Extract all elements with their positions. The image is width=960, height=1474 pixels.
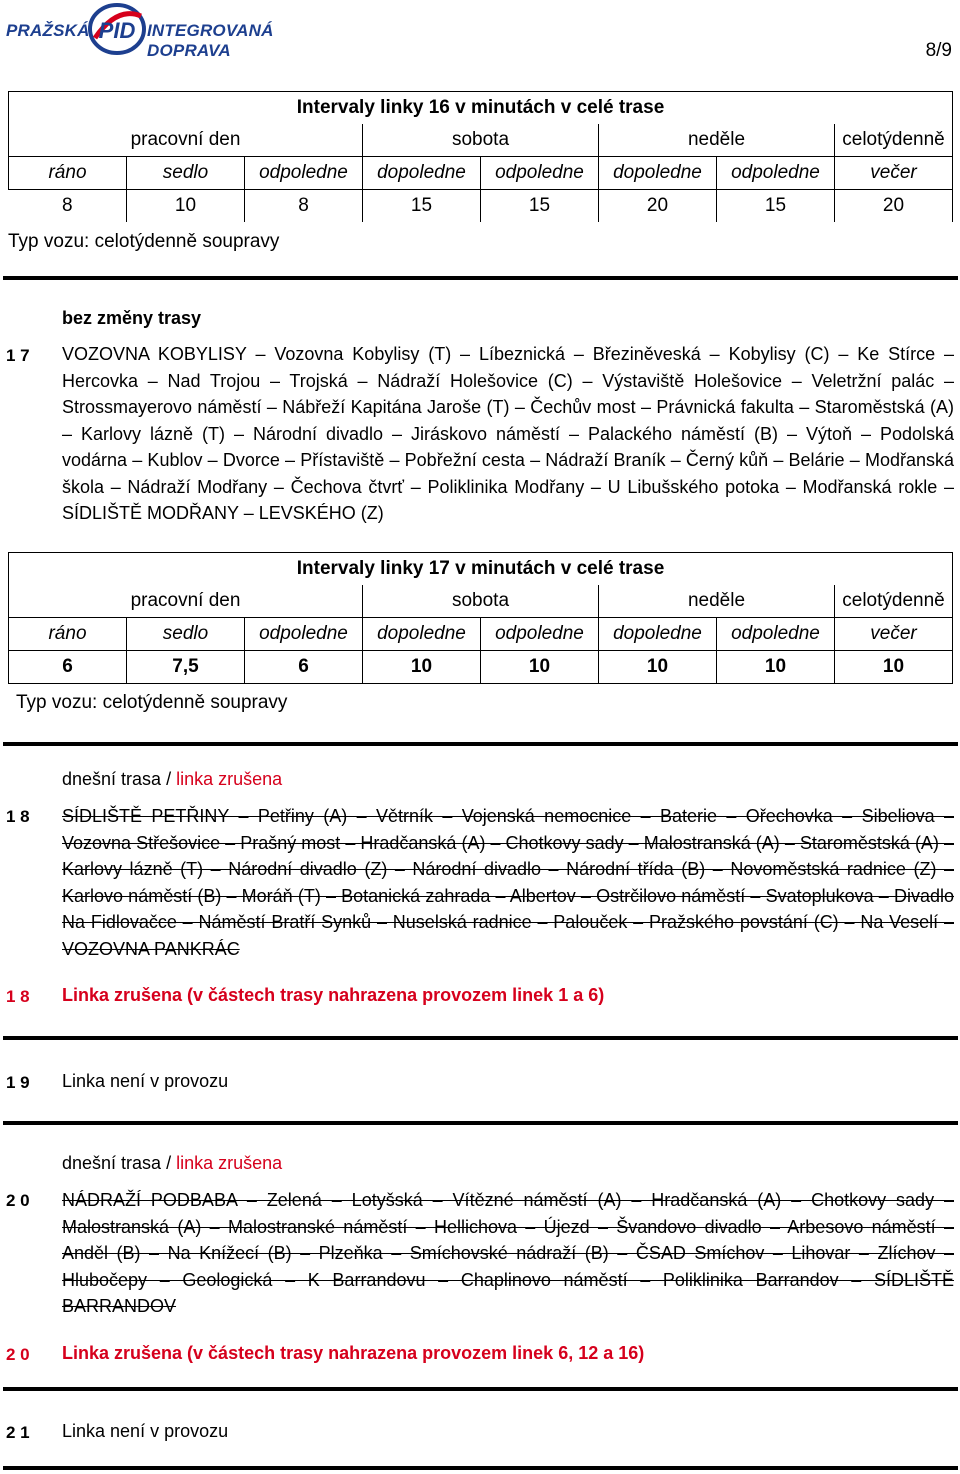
section-divider — [3, 1466, 958, 1470]
line-status: Linka není v provozu — [62, 1071, 229, 1091]
day-header: neděle — [599, 585, 835, 618]
line-number: 2 0 — [6, 1191, 30, 1210]
status-prefix: dnešní trasa / — [62, 1153, 177, 1173]
interval-value: 15 — [481, 190, 599, 223]
line-number: 2 0 — [6, 1345, 30, 1364]
route-status: bez změny trasy — [62, 308, 202, 328]
interval-value: 10 — [599, 651, 717, 684]
interval-value: 10 — [363, 651, 481, 684]
section-divider — [3, 1387, 958, 1391]
day-header: celotýdenně — [835, 124, 953, 157]
page-number: 8/9 — [925, 40, 952, 61]
day-header: pracovní den — [9, 585, 363, 618]
day-header: pracovní den — [9, 124, 363, 157]
cancellation-note: Linka zrušena (v částech trasy nahrazena provozem linek 6, 12 a 16) — [62, 1343, 645, 1363]
period-header: odpoledne — [245, 157, 363, 190]
interval-value: 20 — [835, 190, 953, 223]
period-header: dopoledne — [363, 618, 481, 651]
period-header: sedlo — [127, 157, 245, 190]
status-cancelled: linka zrušena — [176, 769, 283, 789]
logo-right-text: INTEGROVANÁ DOPRAVA — [147, 21, 274, 60]
route-stops-cancelled: NÁDRAŽÍ PODBABA – Zelená – Lotyšská – Vítězné náměstí (A) – Hradčanská (A) – Chotkovy sady – Malostranská (A) – Malostranské náměstí – Hellichova – Újezd – Švandovo divadlo – Arbesovo náměstí – Anděl (B) – Na Knížecí (B) – Plzeňka – Smíchovské nádraží (B) – ČSAD Smíchov – Lihovar – Zlíchov – Hlubočepy – Geologická – K Barrandovu – Chaplinovo náměstí – Poliklinika Barrandov – SÍDLIŠTĚ BARRANDOV — [62, 1190, 954, 1316]
route-status — [62, 1153, 282, 1174]
table-title: Intervaly linky 17 v minutách v celé trase — [9, 553, 953, 586]
section-divider — [3, 742, 958, 746]
interval-value: 15 — [717, 190, 835, 223]
section-divider — [3, 276, 958, 280]
line-number: 1 8 — [6, 987, 30, 1006]
day-header: sobota — [363, 585, 599, 618]
interval-table-16 — [8, 91, 953, 222]
pid-emblem-icon — [87, 2, 147, 56]
interval-value: 10 — [481, 651, 599, 684]
line-number: 2 1 — [6, 1423, 30, 1442]
interval-value: 7,5 — [127, 651, 245, 684]
period-header: dopoledne — [599, 618, 717, 651]
emblem-text: PID — [98, 18, 136, 43]
interval-value: 8 — [9, 190, 127, 223]
period-header: odpoledne — [481, 157, 599, 190]
vehicle-type: Typ vozu: celotýdenně soupravy — [16, 692, 288, 713]
period-header: dopoledne — [363, 157, 481, 190]
section-divider — [3, 1036, 958, 1040]
period-header: večer — [835, 618, 953, 651]
line-number: 1 9 — [6, 1073, 30, 1092]
interval-table-17 — [8, 552, 953, 684]
period-header: dopoledne — [599, 157, 717, 190]
logo-left-text: PRAŽSKÁ — [6, 21, 90, 40]
interval-value: 10 — [835, 651, 953, 684]
period-header: ráno — [9, 618, 127, 651]
status-cancelled: linka zrušena — [176, 1153, 283, 1173]
vehicle-type: Typ vozu: celotýdenně soupravy — [8, 231, 280, 252]
route-stops: VOZOVNA KOBYLISY – Vozovna Kobylisy (T) – Líbeznická – Březiněveská – Kobylisy (C) – Ke Stírce – Hercovka – Nad Trojou – Trojská – Nádraží Holešovice (C) – Výstaviště Holešovice – Veletržní palác – Strossmayerovo náměstí – Nábřeží Kapitána Jaroše (T) – Čechův most – Právnická fakulta – Staroměstská (A) – Karlovy lázně (T) – Národní divadlo – Jiráskovo náměstí – Palackého náměstí (B) – Výtoň – Podolská vodárna – Kublov – Dvorce – Přístaviště – Pobřežní cesta – Nádraží Braník – Černý kůň – Belárie – Modřanská škola – Nádraží Modřany – Čechova čtvrť – Poliklinika Modřany – U Libušského potoka – Modřanská rokle – SÍDLIŠTĚ MODŘANY – LEVSKÉHO (Z) — [62, 344, 954, 523]
period-header: odpoledne — [481, 618, 599, 651]
route-stops-cancelled: SÍDLIŠTĚ PETŘINY – Petřiny (A) – Větrník – Vojenská nemocnice – Baterie – Ořechovka – Sibeliova – Vozovna Střešovice – Prašný most – Hradčanská (A) – Chotkovy sady – Malostranská (A) – Staroměstská (A) – Karlovy lázně (T) – Národní divadlo (Z) – Národní divadlo – Národní třída (B) – Novoměstská radnice (Z) – Karlovo náměstí (B) – Moráň (T) – Botanická zahrada – Albertov – Ostrčilovo náměstí – Svatoplukova – Divadlo Na Fidlovačce – Náměstí Bratří Synků – Nuselská radnice – Palouček – Pražského povstání (C) – Na Veselí – VOZOVNA PANKRÁC — [62, 806, 954, 959]
section-divider — [3, 1121, 958, 1125]
line-number: 1 7 — [6, 346, 30, 365]
period-header: ráno — [9, 157, 127, 190]
day-header: celotýdenně — [835, 585, 953, 618]
cancellation-note: Linka zrušena (v částech trasy nahrazena provozem linek 1 a 6) — [62, 985, 605, 1005]
interval-value: 15 — [363, 190, 481, 223]
interval-value: 20 — [599, 190, 717, 223]
pid-logo — [6, 2, 351, 58]
period-header: sedlo — [127, 618, 245, 651]
interval-value: 6 — [245, 651, 363, 684]
line-number: 1 8 — [6, 807, 30, 826]
period-header: odpoledne — [245, 618, 363, 651]
interval-value: 10 — [127, 190, 245, 223]
table-title: Intervaly linky 16 v minutách v celé trase — [9, 92, 953, 125]
interval-value: 10 — [717, 651, 835, 684]
day-header: sobota — [363, 124, 599, 157]
route-status — [62, 769, 282, 790]
day-header: neděle — [599, 124, 835, 157]
line-status: Linka není v provozu — [62, 1421, 229, 1441]
period-header: večer — [835, 157, 953, 190]
interval-value: 8 — [245, 190, 363, 223]
interval-value: 6 — [9, 651, 127, 684]
period-header: odpoledne — [717, 618, 835, 651]
period-header: odpoledne — [717, 157, 835, 190]
status-prefix: dnešní trasa / — [62, 769, 177, 789]
